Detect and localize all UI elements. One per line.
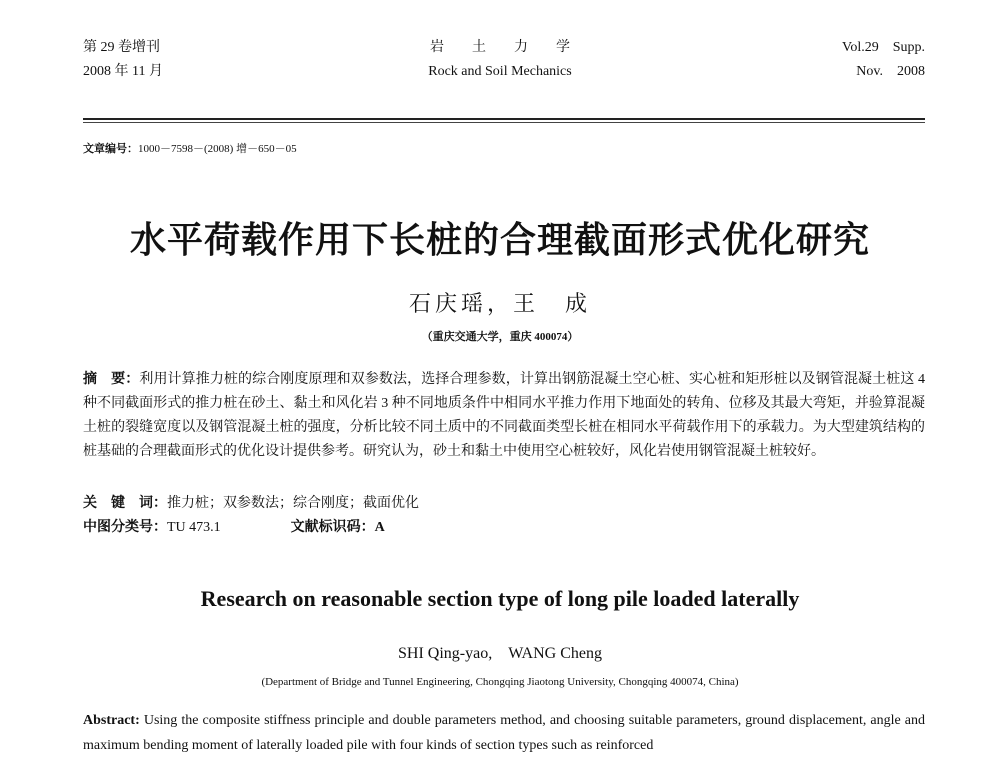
keywords-text: 推力桩；双参数法；综合刚度；截面优化	[167, 496, 419, 511]
keywords-label: 关 键 词：	[83, 496, 167, 511]
article-number-label: 文章编号：	[83, 143, 138, 155]
abstract-cn-text: 利用计算推力桩的综合刚度原理和双参数法，选择合理参数，计算出钢筋混凝土空心桩、实心桩和矩形桩以及钢管混凝土桩这 4 种不同截面形式的推力桩在砂土、黏土和风化岩 3 种不同地质条件中相同水平推力作用下地面处的转角、位移及其最大弯矩，并验算混凝土桩的裂缝宽度以及钢管混凝土桩的强度，分析比较不同土质中的不同截面类型长桩在相同水平荷载作用下的承载力。为大型建筑结构的桩基础的合理截面形式的优化设计提供参考。研究认为，砂土和黏土中使用空心桩较好，风化岩使用钢管混凝土桩较好。	[83, 372, 926, 459]
date-en: Nov. 2008	[856, 64, 925, 79]
journal-volume	[842, 36, 925, 84]
article-number	[83, 140, 297, 156]
date-cn: 2008 年 11 月	[83, 64, 163, 79]
abstract-cn-label: 摘 要：	[83, 372, 140, 387]
keywords-cn	[83, 492, 419, 516]
journal-name-en: Rock and Soil Mechanics	[428, 64, 572, 79]
volume-en: Vol.29 Supp.	[842, 40, 925, 55]
volume-cn: 第 29 卷增刊	[83, 40, 160, 55]
journal-name-cn: 岩 土 力 学	[430, 40, 570, 55]
header-rule-thin	[83, 122, 925, 123]
article-number-value: 1000－7598－(2008) 增－650－05	[138, 143, 297, 155]
title-cn: 水平荷载作用下长桩的合理截面形式优化研究	[129, 220, 870, 261]
classification	[83, 516, 385, 540]
abstract-cn	[83, 368, 925, 464]
affiliation-en: (Department of Bridge and Tunnel Engineering, Chongqing Jiaotong University, Chongqing 400074, China)	[261, 676, 739, 688]
classification-label: 中图分类号：	[83, 520, 167, 535]
header-rule	[83, 118, 925, 120]
abstract-en	[83, 708, 925, 758]
authors-en: SHI Qing-yao, WANG Cheng	[398, 645, 602, 662]
authors-cn: 石庆瑶，王 成	[408, 291, 591, 316]
abstract-en-text: Using the composite stiffness principle and double parameters method, and choosing suitable parameters, ground displacement, angle and maximum bending moment of laterally loaded pile with four kinds of section types such as reinforced	[83, 713, 925, 753]
title-en: Research on reasonable section type of long pile loaded laterally	[200, 586, 800, 611]
affiliation-cn: （重庆交通大学，重庆 400074）	[421, 331, 579, 343]
abstract-en-label: Abstract:	[83, 713, 140, 728]
doc-code-label: 文献标识码：	[290, 520, 375, 535]
classification-value: TU 473.1	[167, 520, 221, 535]
doc-code: A	[374, 520, 385, 535]
